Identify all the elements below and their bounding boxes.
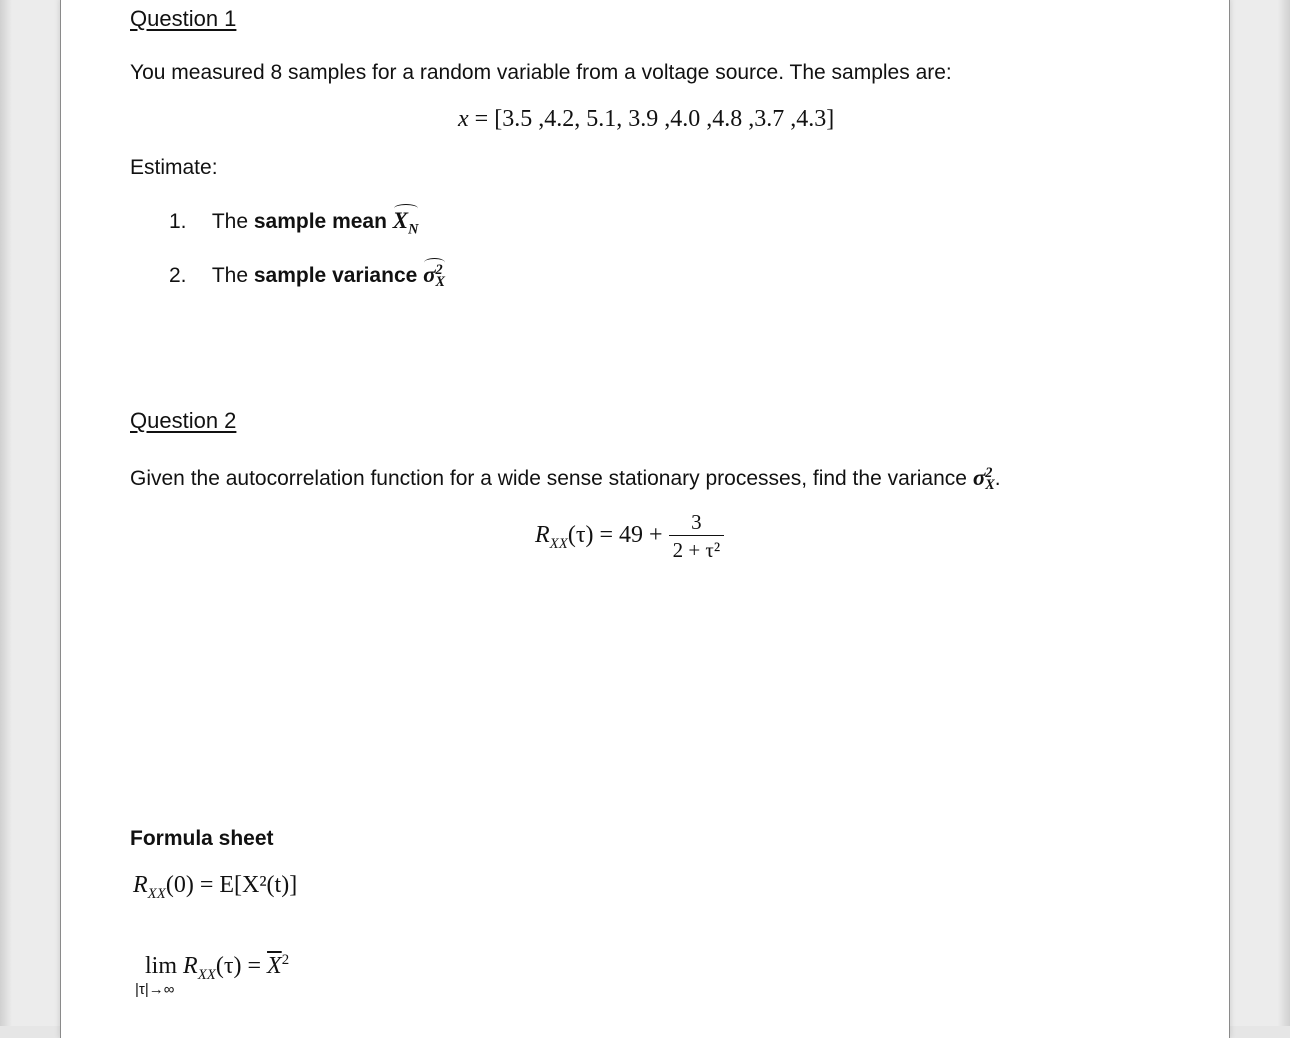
f1-R-sub: XX bbox=[147, 885, 166, 902]
question-2-heading: Question 2 bbox=[130, 408, 237, 433]
list-item-bold: sample mean bbox=[253, 210, 387, 233]
f1-R: R bbox=[133, 872, 148, 898]
f2-R: R bbox=[183, 953, 198, 979]
f2-rest: (τ) = bbox=[215, 953, 268, 979]
eq-numerator: 3 bbox=[691, 510, 702, 534]
sample-mean-symbol: $X_N$ bbox=[392, 208, 419, 238]
formula-2 bbox=[135, 952, 290, 998]
list-item-prefix: The bbox=[211, 264, 254, 287]
question-2-intro bbox=[130, 465, 1001, 491]
sample-variance-symbol: σ 2 X bbox=[423, 262, 446, 290]
samples-lhs: x bbox=[458, 106, 469, 132]
formula-sheet-heading: Formula sheet bbox=[130, 827, 274, 850]
f1-rest: (0) = E[X²(t)] bbox=[165, 872, 298, 898]
eq-denominator: 2 + τ² bbox=[669, 535, 725, 563]
list-item bbox=[169, 262, 445, 288]
f2-R-sub: XX bbox=[197, 966, 216, 983]
question-1-heading: Question 1 bbox=[130, 6, 237, 31]
eq-R: R bbox=[535, 522, 550, 549]
samples-list: [3.5 ,4.2, 5.1, 3.9 ,4.0 ,4.8 ,3.7 ,4.3] bbox=[494, 106, 835, 132]
list-item-bold: sample variance bbox=[253, 264, 418, 287]
left-margin-shade bbox=[0, 0, 60, 1026]
lim-subscript: |τ|→∞ bbox=[135, 981, 175, 998]
f2-X-bar: $\overline{X}$ bbox=[267, 953, 282, 979]
eq-fraction bbox=[669, 510, 725, 563]
intro-period: . bbox=[994, 467, 1001, 490]
f2-X-sup: 2 bbox=[281, 952, 290, 968]
right-margin-shade bbox=[1229, 0, 1290, 1026]
question-2-intro-text: Given the autocorrelation function for a wide sense stationary processes, find the variance bbox=[130, 467, 967, 490]
autocorrelation-equation bbox=[535, 510, 724, 563]
eq-arg: (τ) = 49 + bbox=[567, 522, 663, 549]
lim-text: lim bbox=[145, 953, 178, 979]
limit-operator bbox=[135, 953, 178, 998]
document-page bbox=[60, 0, 1230, 1038]
list-item-prefix: The bbox=[211, 210, 254, 233]
list-item-number: 1. bbox=[169, 210, 187, 233]
samples-equation bbox=[458, 106, 834, 133]
formula-1 bbox=[133, 872, 298, 902]
estimate-label: Estimate: bbox=[130, 156, 218, 179]
variance-symbol: σ 2 X bbox=[972, 465, 995, 493]
list-item-number: 2. bbox=[169, 264, 187, 287]
question-1-intro: You measured 8 samples for a random variable from a voltage source. The samples are: bbox=[130, 61, 952, 84]
list-item bbox=[169, 208, 419, 238]
eq-R-sub: XX bbox=[549, 535, 568, 552]
samples-equals: = bbox=[474, 106, 489, 132]
